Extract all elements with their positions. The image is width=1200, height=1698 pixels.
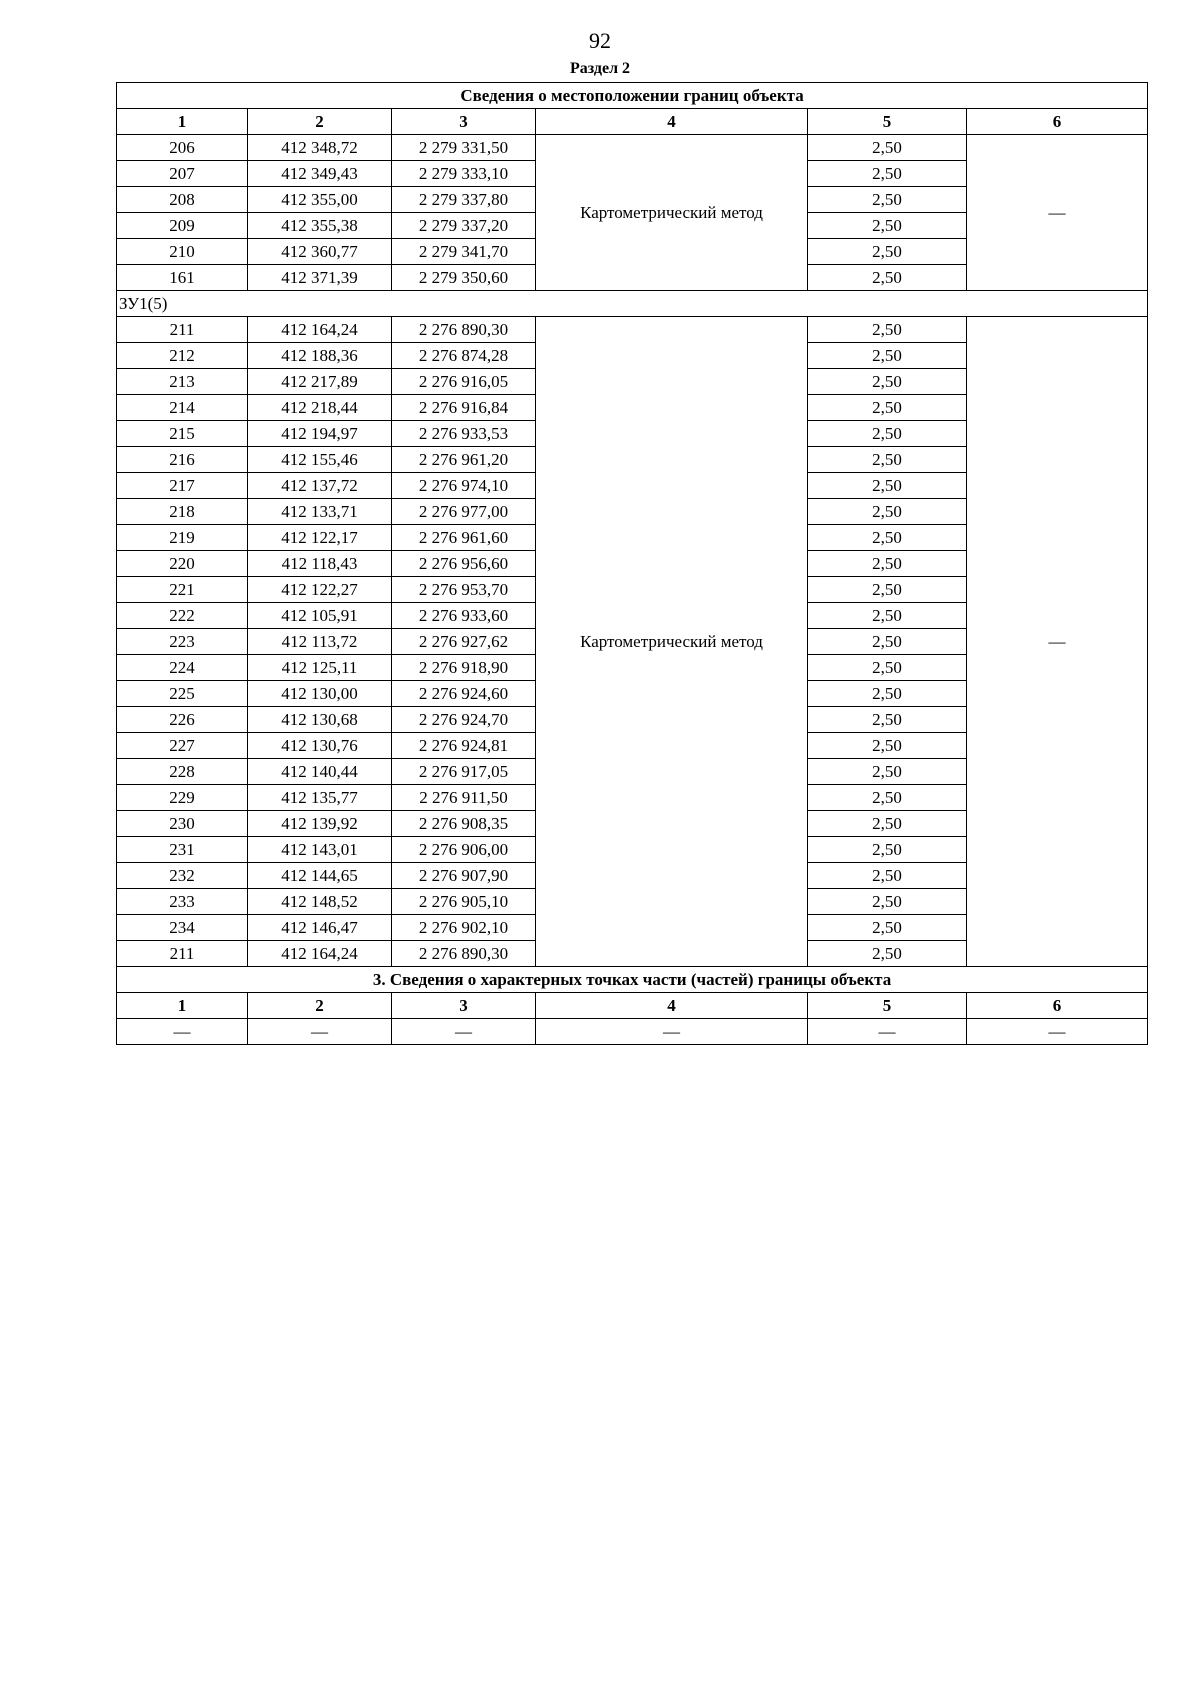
- y-coordinate-cell: 2 279 331,50: [392, 135, 536, 161]
- point-number-cell: 234: [117, 915, 248, 941]
- point-number-cell: 161: [117, 265, 248, 291]
- accuracy-cell: 2,50: [808, 447, 967, 473]
- x-coordinate-cell: 412 349,43: [248, 161, 392, 187]
- accuracy-cell: 2,50: [808, 707, 967, 733]
- x-coordinate-cell: 412 143,01: [248, 837, 392, 863]
- x-coordinate-cell: 412 133,71: [248, 499, 392, 525]
- accuracy-cell: 2,50: [808, 889, 967, 915]
- y-coordinate-cell: 2 276 924,81: [392, 733, 536, 759]
- column-header: 5: [808, 109, 967, 135]
- accuracy-cell: 2,50: [808, 213, 967, 239]
- x-coordinate-cell: 412 371,39: [248, 265, 392, 291]
- table-row: [117, 317, 1148, 343]
- point-number-cell: 219: [117, 525, 248, 551]
- accuracy-cell: 2,50: [808, 837, 967, 863]
- x-coordinate-cell: 412 164,24: [248, 941, 392, 967]
- point-number-cell: 227: [117, 733, 248, 759]
- x-coordinate-cell: 412 130,00: [248, 681, 392, 707]
- column-header: 4: [536, 109, 808, 135]
- empty-value-cell: —: [967, 1019, 1148, 1045]
- x-coordinate-cell: 412 105,91: [248, 603, 392, 629]
- empty-value-cell: —: [536, 1019, 808, 1045]
- group-row: [117, 291, 1148, 317]
- y-coordinate-cell: 2 276 916,05: [392, 369, 536, 395]
- empty-value-cell: —: [248, 1019, 392, 1045]
- x-coordinate-cell: 412 148,52: [248, 889, 392, 915]
- section-title: Раздел 2: [569, 60, 631, 77]
- boundary-table: [116, 82, 1148, 1045]
- x-coordinate-cell: 412 122,27: [248, 577, 392, 603]
- accuracy-cell: 2,50: [808, 239, 967, 265]
- accuracy-cell: 2,50: [808, 785, 967, 811]
- section3-title: 3. Сведения о характерных точках части (частей) границы объекта: [117, 967, 1148, 993]
- point-number-cell: 206: [117, 135, 248, 161]
- y-coordinate-cell: 2 276 907,90: [392, 863, 536, 889]
- column-header: 3: [392, 109, 536, 135]
- x-coordinate-cell: 412 137,72: [248, 473, 392, 499]
- y-coordinate-cell: 2 276 961,20: [392, 447, 536, 473]
- column-header: 2: [248, 109, 392, 135]
- x-coordinate-cell: 412 135,77: [248, 785, 392, 811]
- y-coordinate-cell: 2 279 350,60: [392, 265, 536, 291]
- y-coordinate-cell: 2 276 956,60: [392, 551, 536, 577]
- accuracy-cell: 2,50: [808, 473, 967, 499]
- point-number-cell: 207: [117, 161, 248, 187]
- y-coordinate-cell: 2 276 917,05: [392, 759, 536, 785]
- accuracy-cell: 2,50: [808, 551, 967, 577]
- accuracy-cell: 2,50: [808, 395, 967, 421]
- x-coordinate-cell: 412 118,43: [248, 551, 392, 577]
- accuracy-cell: 2,50: [808, 941, 967, 967]
- point-number-cell: 216: [117, 447, 248, 473]
- x-coordinate-cell: 412 355,00: [248, 187, 392, 213]
- empty-value-cell: —: [808, 1019, 967, 1045]
- x-coordinate-cell: 412 155,46: [248, 447, 392, 473]
- accuracy-cell: 2,50: [808, 655, 967, 681]
- empty-value-cell: —: [392, 1019, 536, 1045]
- point-number-cell: 229: [117, 785, 248, 811]
- y-coordinate-cell: 2 276 911,50: [392, 785, 536, 811]
- x-coordinate-cell: 412 130,68: [248, 707, 392, 733]
- point-number-cell: 220: [117, 551, 248, 577]
- point-number-cell: 228: [117, 759, 248, 785]
- note-cell: —: [967, 317, 1148, 967]
- section3-title-row: [117, 967, 1148, 993]
- column-header: 6: [967, 993, 1148, 1019]
- column-header: 3: [392, 993, 536, 1019]
- x-coordinate-cell: 412 122,17: [248, 525, 392, 551]
- point-number-cell: 213: [117, 369, 248, 395]
- y-coordinate-cell: 2 276 905,10: [392, 889, 536, 915]
- y-coordinate-cell: 2 276 874,28: [392, 343, 536, 369]
- accuracy-cell: 2,50: [808, 577, 967, 603]
- y-coordinate-cell: 2 276 961,60: [392, 525, 536, 551]
- note-cell: —: [967, 135, 1148, 291]
- y-coordinate-cell: 2 279 337,20: [392, 213, 536, 239]
- column-header: 4: [536, 993, 808, 1019]
- accuracy-cell: 2,50: [808, 759, 967, 785]
- point-number-cell: 208: [117, 187, 248, 213]
- accuracy-cell: 2,50: [808, 369, 967, 395]
- table-title: Сведения о местоположении границ объекта: [117, 83, 1148, 109]
- y-coordinate-cell: 2 276 916,84: [392, 395, 536, 421]
- column-header: 5: [808, 993, 967, 1019]
- accuracy-cell: 2,50: [808, 525, 967, 551]
- point-number-cell: 210: [117, 239, 248, 265]
- x-coordinate-cell: 412 140,44: [248, 759, 392, 785]
- empty-value-cell: —: [117, 1019, 248, 1045]
- x-coordinate-cell: 412 144,65: [248, 863, 392, 889]
- column-header: 6: [967, 109, 1148, 135]
- x-coordinate-cell: 412 139,92: [248, 811, 392, 837]
- y-coordinate-cell: 2 279 337,80: [392, 187, 536, 213]
- point-number-cell: 209: [117, 213, 248, 239]
- point-number-cell: 222: [117, 603, 248, 629]
- x-coordinate-cell: 412 218,44: [248, 395, 392, 421]
- x-coordinate-cell: 412 146,47: [248, 915, 392, 941]
- method-cell: Картометрический метод: [536, 135, 808, 291]
- point-number-cell: 223: [117, 629, 248, 655]
- accuracy-cell: 2,50: [808, 161, 967, 187]
- column-header: 1: [117, 109, 248, 135]
- y-coordinate-cell: 2 279 333,10: [392, 161, 536, 187]
- point-number-cell: 231: [117, 837, 248, 863]
- point-number-cell: 226: [117, 707, 248, 733]
- x-coordinate-cell: 412 125,11: [248, 655, 392, 681]
- accuracy-cell: 2,50: [808, 681, 967, 707]
- y-coordinate-cell: 2 276 924,60: [392, 681, 536, 707]
- point-number-cell: 224: [117, 655, 248, 681]
- accuracy-cell: 2,50: [808, 343, 967, 369]
- point-number-cell: 214: [117, 395, 248, 421]
- y-coordinate-cell: 2 276 902,10: [392, 915, 536, 941]
- table-row: [117, 135, 1148, 161]
- accuracy-cell: 2,50: [808, 265, 967, 291]
- accuracy-cell: 2,50: [808, 135, 967, 161]
- page-number: 92: [589, 28, 611, 53]
- y-coordinate-cell: 2 276 918,90: [392, 655, 536, 681]
- accuracy-cell: 2,50: [808, 915, 967, 941]
- accuracy-cell: 2,50: [808, 733, 967, 759]
- point-number-cell: 211: [117, 941, 248, 967]
- accuracy-cell: 2,50: [808, 187, 967, 213]
- accuracy-cell: 2,50: [808, 317, 967, 343]
- accuracy-cell: 2,50: [808, 811, 967, 837]
- method-cell: Картометрический метод: [536, 317, 808, 967]
- point-number-cell: 217: [117, 473, 248, 499]
- y-coordinate-cell: 2 276 924,70: [392, 707, 536, 733]
- point-number-cell: 215: [117, 421, 248, 447]
- column-header: 2: [248, 993, 392, 1019]
- y-coordinate-cell: 2 276 933,60: [392, 603, 536, 629]
- point-number-cell: 211: [117, 317, 248, 343]
- y-coordinate-cell: 2 276 890,30: [392, 941, 536, 967]
- y-coordinate-cell: 2 276 974,10: [392, 473, 536, 499]
- accuracy-cell: 2,50: [808, 421, 967, 447]
- y-coordinate-cell: 2 276 977,00: [392, 499, 536, 525]
- column-header: 1: [117, 993, 248, 1019]
- point-number-cell: 212: [117, 343, 248, 369]
- y-coordinate-cell: 2 276 908,35: [392, 811, 536, 837]
- x-coordinate-cell: 412 217,89: [248, 369, 392, 395]
- x-coordinate-cell: 412 130,76: [248, 733, 392, 759]
- x-coordinate-cell: 412 194,97: [248, 421, 392, 447]
- group-label: ЗУ1(5): [117, 291, 1148, 317]
- y-coordinate-cell: 2 276 933,53: [392, 421, 536, 447]
- x-coordinate-cell: 412 188,36: [248, 343, 392, 369]
- x-coordinate-cell: 412 164,24: [248, 317, 392, 343]
- y-coordinate-cell: 2 279 341,70: [392, 239, 536, 265]
- point-number-cell: 232: [117, 863, 248, 889]
- point-number-cell: 230: [117, 811, 248, 837]
- point-number-cell: 233: [117, 889, 248, 915]
- x-coordinate-cell: 412 355,38: [248, 213, 392, 239]
- x-coordinate-cell: 412 348,72: [248, 135, 392, 161]
- accuracy-cell: 2,50: [808, 629, 967, 655]
- point-number-cell: 221: [117, 577, 248, 603]
- accuracy-cell: 2,50: [808, 499, 967, 525]
- table-title-row: [117, 83, 1148, 109]
- accuracy-cell: 2,50: [808, 603, 967, 629]
- header-row: [117, 109, 1148, 135]
- section3-empty-row: [117, 1019, 1148, 1045]
- y-coordinate-cell: 2 276 953,70: [392, 577, 536, 603]
- x-coordinate-cell: 412 360,77: [248, 239, 392, 265]
- x-coordinate-cell: 412 113,72: [248, 629, 392, 655]
- y-coordinate-cell: 2 276 927,62: [392, 629, 536, 655]
- point-number-cell: 225: [117, 681, 248, 707]
- y-coordinate-cell: 2 276 906,00: [392, 837, 536, 863]
- y-coordinate-cell: 2 276 890,30: [392, 317, 536, 343]
- point-number-cell: 218: [117, 499, 248, 525]
- section3-header-row: [117, 993, 1148, 1019]
- accuracy-cell: 2,50: [808, 863, 967, 889]
